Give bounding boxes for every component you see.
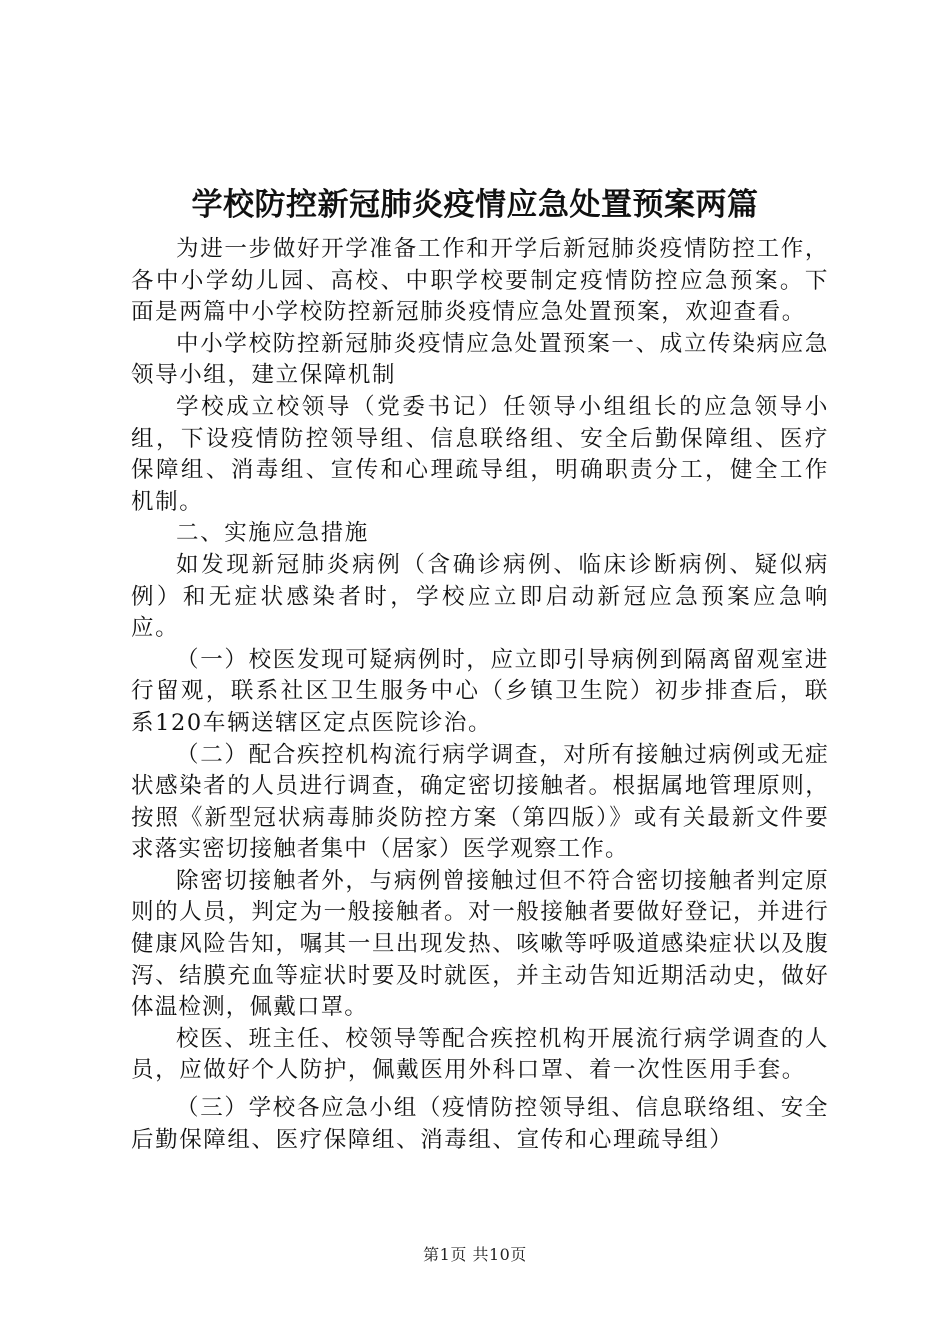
document-title: 学校防控新冠肺炎疫情应急处置预案两篇 bbox=[191, 187, 759, 223]
paragraph-case-response: 如发现新冠肺炎病例（含确诊病例、临床诊断病例、疑似病例）和无症状感染者时，学校应立即启动新冠应急预案应急响应。 bbox=[131, 551, 829, 642]
paragraph-item-one: （一）校医发现可疑病例时，应立即引导病例到隔离留观室进行留观，联系社区卫生服务中心（乡镇卫生院）初步排查后，联系120车辆送辖区定点医院诊治。 bbox=[131, 646, 829, 736]
page-footer: 第1页 共10页 bbox=[423, 1245, 527, 1264]
paragraph-section-two-heading: 二、实施应急措施 bbox=[176, 520, 369, 547]
paragraph-item-two: （二）配合疾控机构流行病学调查，对所有接触过病例或无症状感染者的人员进行调查，确定密切接触者。根据属地管理原则，按照《新型冠状病毒肺炎防控方案（第四版）》或有关最新文件要求落实密切接触者集中（居家）医学观察工作。 bbox=[131, 741, 829, 863]
paragraph-intro: 为进一步做好开学准备工作和开学后新冠肺炎疫情防控工作，各中小学幼儿园、高校、中职学校要制定疫情防控应急预案。下面是两篇中小学校防控新冠肺炎疫情应急处置预案，欢迎查看。 bbox=[131, 236, 829, 326]
paragraph-section-one-heading: 中小学校防控新冠肺炎疫情应急处置预案一、成立传染病应急领导小组，建立保障机制 bbox=[131, 330, 829, 389]
paragraph-general-contacts: 除密切接触者外，与病例曾接触过但不符合密切接触者判定原则的人员，判定为一般接触者。对一般接触者要做好登记，并进行健康风险告知，嘱其一旦出现发热、咳嗽等呼吸道感染症状以及腹泻、结膜充血等症状时要及时就医，并主动告知近期活动史，做好体温检测，佩戴口罩。 bbox=[131, 867, 829, 1021]
document-body bbox=[131, 234, 829, 1156]
paragraph-leadership-group: 学校成立校领导（党委书记）任领导小组组长的应急领导小组，下设疫情防控领导组、信息联络组、安全后勤保障组、医疗保障组、消毒组、宣传和心理疏导组，明确职责分工，健全工作机制。 bbox=[131, 393, 829, 515]
paragraph-item-three: （三）学校各应急小组（疫情防控领导组、信息联络组、安全后勤保障组、医疗保障组、消毒组、宣传和心理疏导组） bbox=[131, 1095, 829, 1153]
paragraph-personal-protection: 校医、班主任、校领导等配合疾控机构开展流行病学调查的人员，应做好个人防护，佩戴医用外科口罩、着一次性医用手套。 bbox=[131, 1025, 829, 1084]
